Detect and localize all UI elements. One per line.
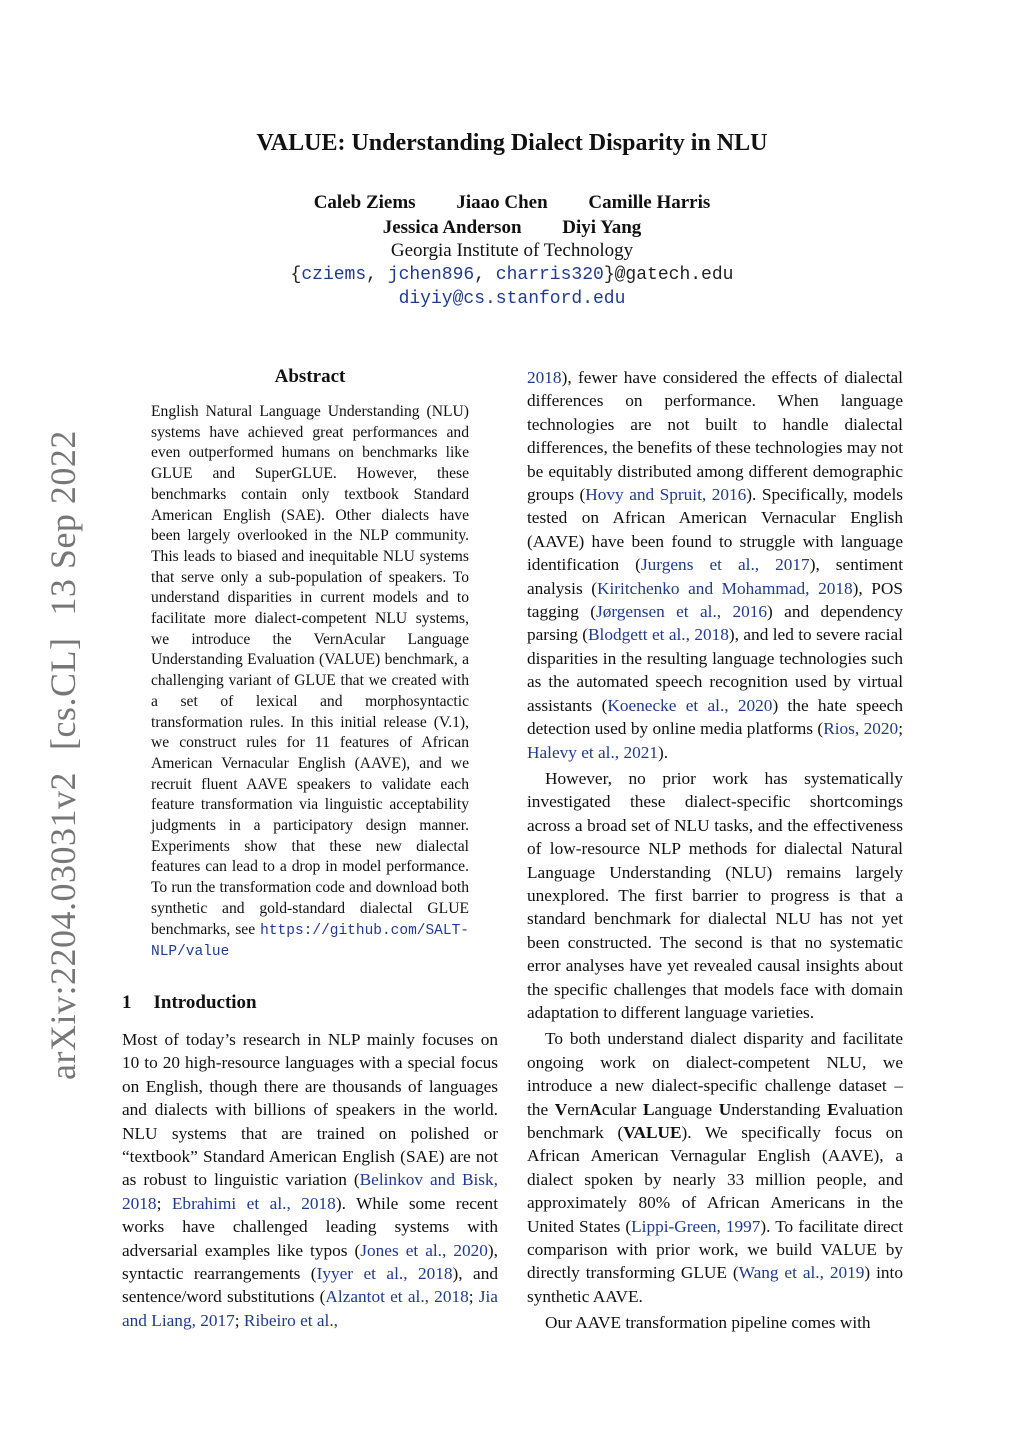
citation-link[interactable]: Hovy and Spruit, 2016 (585, 485, 747, 505)
email-line-1: {cziems, jchen896, charris320}@gatech.edu (290, 265, 734, 285)
citation-link[interactable]: Rios, 2020 (823, 719, 899, 739)
citation-link[interactable]: Jones et al., 2020 (360, 1240, 488, 1260)
paragraph: Most of today’s research in NLP mainly focuses on 10 to 20 high-resource languages with a special focus on English, though there are thousands of languages and dialects with billions of speakers in the world. NLU systems that are trained on polished or “textbook” Standard American English (SAE) are not as robust to linguistic variation (Belinkov and Bisk, 2018; Ebrahimi et al., 2018). While some recent works have challenged leading systems with adversarial examples like typos (Jones et al., 2020), syntactic rearrangements (Iyyer et al., 2018), and sentence/word substitutions (Alzantot et al., 2018; Jia and Liang, 2017; Ribeiro et al., (122, 1030, 498, 1330)
left-column-text (122, 1028, 498, 1335)
arxiv-id: arXiv:2204.03031v2 (43, 772, 83, 1080)
citation-link[interactable]: Lippi-Green, 1997 (631, 1216, 761, 1236)
email-link[interactable]: diyiy@cs.stanford.edu (398, 289, 626, 309)
abstract-heading: Abstract (274, 366, 346, 387)
citation-link[interactable]: Alzantot et al., 2018 (325, 1287, 469, 1307)
paragraph: 2018), fewer have considered the effects of dialectal differences on performance. When language technologies are not built to handle dialectal differences, the benefits of these technologies may not be equitably distributed among different demographic groups (Hovy and Spruit, 2016). Specifically, models tested on African American Vernacular English (AAVE) have been found to struggle with language identification (Jurgens et al., 2017), sentiment analysis (Kiritchenko and Mohammad, 2018), POS tagging (Jørgensen et al., 2016) and dependency parsing (Blodgett et al., 2018), and led to severe racial disparities in the resulting language technologies such as the automated speech recognition used by virtual assistants (Koenecke et al., 2020) the hate speech detection used by online media platforms (Rios, 2020; Halevy et al., 2021). (527, 368, 904, 762)
author-row-2 (0, 215, 1024, 240)
author-list (0, 190, 1024, 240)
paragraph: However, no prior work has systematically investigated these dialect-specific shortcomings across a broad set of NLU tasks, and the effectiveness of low-resource NLP methods for dialectal Natural Language Understanding (NLU) remains largely unexplored. The first barrier to progress is that a standard benchmark for dialectal NLU has not yet been constructed. The second is that no systematic error analyses have yet revealed causal insights about the specific challenges that models face with domain adaptation to different language varieties. (527, 768, 903, 1022)
citation-link[interactable]: 2018 (527, 368, 562, 387)
author: Jessica Anderson (382, 217, 522, 238)
right-column-text (527, 366, 903, 1338)
arxiv-category: [cs.CL] (43, 637, 83, 751)
paragraph: To both understand dialect disparity and facilitate ongoing work on dialect-competent NLU, we introduce a new dialect-specific challenge dataset – the VernAcular Language Understanding Evaluation benchmark (VALUE). We specifically focus on African American Vernagular English (AAVE), a dialect spoken by nearly 33 million people, and approximately 80% of African Americans in the United States (Lippi-Green, 1997). To facilitate direct comparison with prior work, we build VALUE by directly transforming GLUE (Wang et al., 2019) into synthetic AAVE. (527, 1029, 903, 1306)
acronym: VALUE (623, 1123, 682, 1142)
author: Camille Harris (588, 192, 711, 213)
email-link[interactable]: charris320 (495, 265, 604, 285)
arxiv-date: 13 Sep 2022 (43, 430, 83, 616)
paragraph: Our AAVE transformation pipeline comes with (545, 1313, 871, 1333)
paper-title: VALUE: Understanding Dialect Disparity in NLU (256, 130, 768, 156)
citation-link[interactable]: Jia and Liang, 2017 (122, 1287, 498, 1330)
author-row-1 (0, 190, 1024, 215)
citation-link[interactable]: Jørgensen et al., 2016 (595, 602, 768, 622)
section-title: Introduction (153, 992, 257, 1013)
citation-link[interactable]: Belinkov and Bisk, 2018 (122, 1170, 498, 1213)
email-line-2 (0, 289, 1024, 309)
citation-link[interactable]: Jurgens et al., 2017 (640, 555, 810, 575)
affiliation: Georgia Institute of Technology (390, 240, 634, 261)
citation-link[interactable]: Halevy et al., 2021 (527, 742, 659, 762)
author: Jiaao Chen (456, 192, 548, 213)
section-heading-introduction (122, 992, 257, 1014)
author: Caleb Ziems (313, 192, 416, 213)
citation-link[interactable]: Koenecke et al., 2020 (607, 695, 773, 715)
abstract-text: English Natural Language Understanding (NLU) systems have achieved great performances and even outperformed humans on benchmarks like GLUE and SuperGLUE. However, these benchmarks contain only textbook Standard American English (SAE). Other dialects have been largely overlooked in the NLP community. This leads to biased and inequitable NLU systems that serve only a sub-population of speakers. To understand disparities in current models and to facilitate more dialect-competent NLU systems, we introduce the VernAcular Language Understanding Evaluation (VALUE) benchmark, a challenging variant of GLUE that we created with a set of lexical and morphosyntactic transformation rules. In this initial release (V.1), we construct rules for 11 features of African American Vernacular English (AAVE), and we recruit fluent AAVE speakers to validate each feature transformation via linguistic acceptability judgments in a participatory design manner. Experiments show that these new dialectal features can lead to a drop in model performance. To run the transformation code and download both synthetic and gold-standard dialectal GLUE benchmarks, see (151, 403, 469, 938)
citation-link[interactable]: Kiritchenko and Mohammad, 2018 (597, 578, 853, 598)
code-url-link[interactable]: https://github.com/SALT-NLP/value (151, 922, 469, 961)
email-link[interactable]: cziems (301, 265, 367, 285)
citation-link[interactable]: Ribeiro et al., (243, 1310, 338, 1330)
citation-link[interactable]: Blodgett et al., 2018 (588, 625, 729, 645)
citation-link[interactable]: Wang et al., 2019 (738, 1263, 865, 1283)
abstract-body (151, 402, 469, 963)
citation-link[interactable]: Ebrahimi et al., 2018 (171, 1193, 336, 1213)
section-number: 1 (122, 992, 132, 1013)
email-link[interactable]: jchen896 (387, 265, 475, 285)
arxiv-stamp (42, 408, 84, 1080)
citation-link[interactable]: Iyyer et al., 2018 (316, 1264, 453, 1284)
author: Diyi Yang (562, 217, 642, 238)
